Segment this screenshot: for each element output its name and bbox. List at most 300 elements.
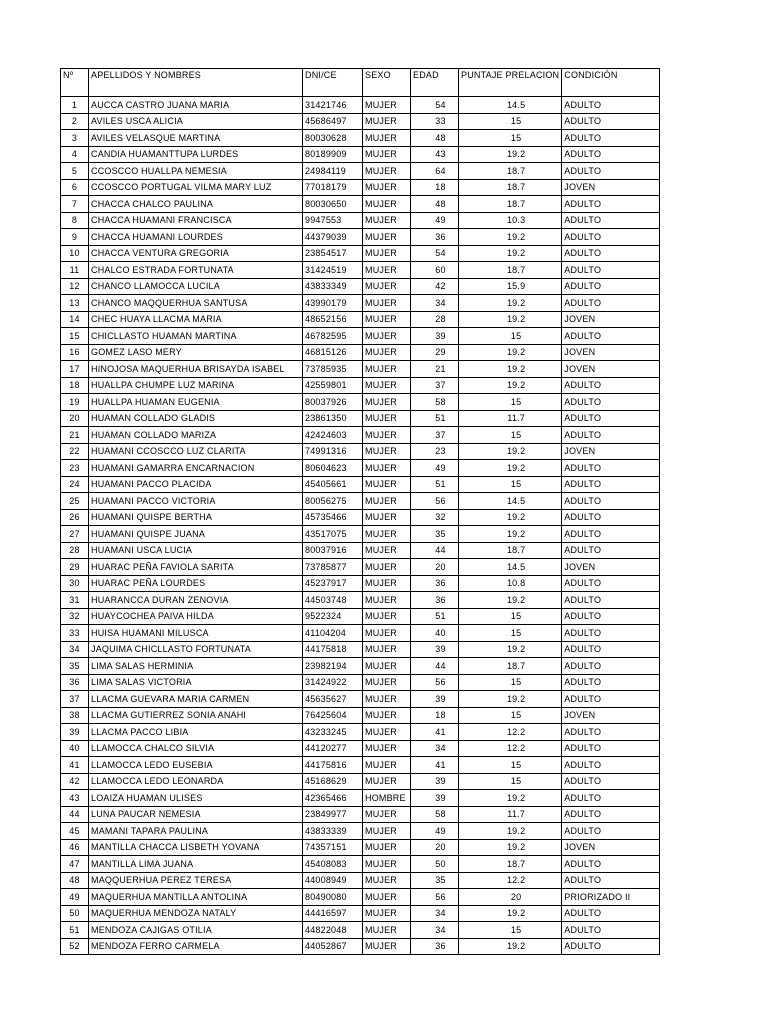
cell-full-name: HUAMANI GAMARRA ENCARNACION [89, 460, 303, 477]
table-row [61, 806, 660, 823]
cell-number: 14 [61, 311, 89, 328]
cell-full-name: CHACCA CHALCO PAULINA [89, 196, 303, 213]
cell-score: 19.2 [459, 938, 562, 955]
cell-full-name: LUNA PAUCAR NEMESIA [89, 806, 303, 823]
table-row [61, 212, 660, 229]
table-row [61, 938, 660, 955]
table-row [61, 427, 660, 444]
cell-full-name: CHANCO MAQQUERHUA SANTUSA [89, 295, 303, 312]
cell-condition: PRIORIZADO II [562, 889, 660, 906]
cell-sex: MUJER [363, 361, 411, 378]
cell-score: 18.7 [459, 856, 562, 873]
cell-sex: MUJER [363, 625, 411, 642]
cell-dni: 46782595 [303, 328, 363, 345]
cell-number: 12 [61, 278, 89, 295]
cell-sex: MUJER [363, 658, 411, 675]
cell-condition: ADULTO [562, 130, 660, 147]
table-row [61, 740, 660, 757]
cell-dni: 9522324 [303, 608, 363, 625]
cell-age: 60 [411, 262, 459, 279]
cell-full-name: HUAMAN COLLADO GLADIS [89, 410, 303, 427]
cell-sex: MUJER [363, 146, 411, 163]
header-condition: CONDICIÓN [562, 69, 660, 97]
cell-condition: ADULTO [562, 658, 660, 675]
cell-sex: MUJER [363, 674, 411, 691]
cell-number: 41 [61, 757, 89, 774]
cell-full-name: HUAMAN COLLADO MARIZA [89, 427, 303, 444]
beneficiaries-table [60, 68, 660, 955]
cell-score: 14.5 [459, 97, 562, 114]
table-row [61, 856, 660, 873]
cell-full-name: HUAMANI QUISPE JUANA [89, 526, 303, 543]
table-row [61, 823, 660, 840]
cell-sex: MUJER [363, 773, 411, 790]
table-row [61, 262, 660, 279]
cell-score: 15 [459, 130, 562, 147]
cell-age: 48 [411, 196, 459, 213]
cell-score: 15 [459, 674, 562, 691]
cell-number: 9 [61, 229, 89, 246]
cell-number: 22 [61, 443, 89, 460]
cell-full-name: CHALCO ESTRADA FORTUNATA [89, 262, 303, 279]
cell-full-name: LOAIZA HUAMAN ULISES [89, 790, 303, 807]
cell-full-name: HUARANCCA DURAN ZENOVIA [89, 592, 303, 609]
cell-sex: MUJER [363, 476, 411, 493]
cell-number: 10 [61, 245, 89, 262]
cell-dni: 44503748 [303, 592, 363, 609]
cell-score: 19.2 [459, 905, 562, 922]
cell-age: 41 [411, 757, 459, 774]
cell-age: 39 [411, 328, 459, 345]
cell-full-name: HUALLPA CHUMPE LUZ MARINA [89, 377, 303, 394]
cell-dni: 43990179 [303, 295, 363, 312]
cell-sex: MUJER [363, 757, 411, 774]
cell-age: 20 [411, 839, 459, 856]
cell-age: 54 [411, 245, 459, 262]
table-row [61, 575, 660, 592]
cell-condition: ADULTO [562, 856, 660, 873]
cell-age: 56 [411, 493, 459, 510]
cell-full-name: CHANCO LLAMOCCA LUCILA [89, 278, 303, 295]
cell-sex: MUJER [363, 641, 411, 658]
cell-score: 19.2 [459, 443, 562, 460]
cell-sex: MUJER [363, 97, 411, 114]
cell-sex: MUJER [363, 295, 411, 312]
cell-full-name: LIMA SALAS VICTORIA [89, 674, 303, 691]
cell-number: 35 [61, 658, 89, 675]
table-row [61, 691, 660, 708]
cell-age: 42 [411, 278, 459, 295]
cell-condition: ADULTO [562, 724, 660, 741]
cell-full-name: AVILES VELASQUE MARTINA [89, 130, 303, 147]
cell-condition: ADULTO [562, 823, 660, 840]
cell-sex: MUJER [363, 608, 411, 625]
cell-score: 10.3 [459, 212, 562, 229]
cell-full-name: LIMA SALAS HERMINIA [89, 658, 303, 675]
cell-score: 18.7 [459, 163, 562, 180]
cell-score: 19.2 [459, 311, 562, 328]
cell-number: 3 [61, 130, 89, 147]
cell-age: 58 [411, 806, 459, 823]
cell-sex: MUJER [363, 592, 411, 609]
cell-dni: 74357151 [303, 839, 363, 856]
cell-dni: 45686497 [303, 113, 363, 130]
table-row [61, 130, 660, 147]
cell-dni: 44120277 [303, 740, 363, 757]
cell-number: 26 [61, 509, 89, 526]
cell-dni: 43233245 [303, 724, 363, 741]
cell-number: 17 [61, 361, 89, 378]
cell-full-name: MANTILLA LIMA JUANA [89, 856, 303, 873]
table-row [61, 113, 660, 130]
cell-age: 44 [411, 542, 459, 559]
cell-age: 18 [411, 707, 459, 724]
table-row [61, 608, 660, 625]
cell-condition: ADULTO [562, 427, 660, 444]
cell-dni: 80189909 [303, 146, 363, 163]
cell-number: 38 [61, 707, 89, 724]
table-row [61, 872, 660, 889]
header-number: Nº [61, 69, 89, 97]
cell-sex: MUJER [363, 509, 411, 526]
cell-number: 49 [61, 889, 89, 906]
cell-score: 18.7 [459, 179, 562, 196]
cell-full-name: MAQQUERHUA PEREZ TERESA [89, 872, 303, 889]
table-body [61, 97, 660, 955]
cell-condition: ADULTO [562, 691, 660, 708]
cell-dni: 45237917 [303, 575, 363, 592]
cell-dni: 73785877 [303, 559, 363, 576]
cell-age: 32 [411, 509, 459, 526]
cell-condition: JOVEN [562, 344, 660, 361]
cell-full-name: HUAMANI USCA LUCIA [89, 542, 303, 559]
cell-number: 6 [61, 179, 89, 196]
table-row [61, 526, 660, 543]
cell-sex: MUJER [363, 872, 411, 889]
cell-dni: 43517075 [303, 526, 363, 543]
cell-number: 45 [61, 823, 89, 840]
cell-age: 64 [411, 163, 459, 180]
cell-condition: ADULTO [562, 905, 660, 922]
table-row [61, 344, 660, 361]
cell-dni: 80030628 [303, 130, 363, 147]
cell-dni: 42424603 [303, 427, 363, 444]
cell-number: 29 [61, 559, 89, 576]
cell-full-name: CCOSCCO PORTUGAL VILMA MARY LUZ [89, 179, 303, 196]
cell-condition: ADULTO [562, 476, 660, 493]
cell-score: 15 [459, 608, 562, 625]
cell-sex: MUJER [363, 311, 411, 328]
table-header [61, 69, 660, 97]
cell-full-name: CANDIA HUAMANTTUPA LURDES [89, 146, 303, 163]
cell-full-name: HUAMANI QUISPE BERTHA [89, 509, 303, 526]
cell-sex: MUJER [363, 427, 411, 444]
cell-sex: MUJER [363, 691, 411, 708]
cell-condition: ADULTO [562, 146, 660, 163]
cell-age: 34 [411, 295, 459, 312]
cell-dni: 73785935 [303, 361, 363, 378]
table-row [61, 146, 660, 163]
cell-condition: ADULTO [562, 410, 660, 427]
cell-dni: 80604623 [303, 460, 363, 477]
cell-dni: 9947553 [303, 212, 363, 229]
cell-age: 34 [411, 922, 459, 939]
table-row [61, 410, 660, 427]
table-row [61, 163, 660, 180]
table-row [61, 361, 660, 378]
cell-full-name: AVILES USCA ALICIA [89, 113, 303, 130]
cell-dni: 45735466 [303, 509, 363, 526]
cell-dni: 80030650 [303, 196, 363, 213]
cell-full-name: MAQUERHUA MENDOZA NATALY [89, 905, 303, 922]
cell-age: 29 [411, 344, 459, 361]
cell-age: 37 [411, 377, 459, 394]
cell-full-name: HUARAC PEÑA FAVIOLA SARITA [89, 559, 303, 576]
cell-age: 44 [411, 658, 459, 675]
cell-age: 18 [411, 179, 459, 196]
cell-age: 51 [411, 410, 459, 427]
table-row [61, 394, 660, 411]
cell-full-name: MENDOZA CAJIGAS OTILIA [89, 922, 303, 939]
cell-dni: 31421746 [303, 97, 363, 114]
cell-condition: JOVEN [562, 559, 660, 576]
cell-number: 46 [61, 839, 89, 856]
cell-score: 15 [459, 427, 562, 444]
cell-sex: MUJER [363, 938, 411, 955]
cell-dni: 43833339 [303, 823, 363, 840]
header-age: EDAD [411, 69, 459, 97]
cell-condition: JOVEN [562, 311, 660, 328]
cell-full-name: LLACMA GUTIERREZ SONIA ANAHI [89, 707, 303, 724]
cell-age: 49 [411, 460, 459, 477]
table-row [61, 905, 660, 922]
cell-age: 54 [411, 97, 459, 114]
cell-dni: 41104204 [303, 625, 363, 642]
header-row [61, 69, 660, 97]
cell-full-name: MANTILLA CHACCA LISBETH YOVANA [89, 839, 303, 856]
cell-sex: MUJER [363, 163, 411, 180]
cell-number: 50 [61, 905, 89, 922]
cell-age: 43 [411, 146, 459, 163]
cell-dni: 23849977 [303, 806, 363, 823]
cell-score: 19.2 [459, 823, 562, 840]
cell-dni: 74991316 [303, 443, 363, 460]
cell-age: 48 [411, 130, 459, 147]
cell-score: 15 [459, 757, 562, 774]
cell-dni: 80037916 [303, 542, 363, 559]
table-row [61, 443, 660, 460]
cell-score: 19.2 [459, 641, 562, 658]
cell-sex: MUJER [363, 245, 411, 262]
table-row [61, 196, 660, 213]
cell-number: 47 [61, 856, 89, 873]
cell-sex: MUJER [363, 394, 411, 411]
cell-condition: ADULTO [562, 575, 660, 592]
cell-score: 19.2 [459, 839, 562, 856]
cell-dni: 44379039 [303, 229, 363, 246]
table-row [61, 658, 660, 675]
cell-full-name: CHICLLASTO HUAMAN MARTINA [89, 328, 303, 345]
cell-number: 7 [61, 196, 89, 213]
cell-age: 56 [411, 674, 459, 691]
table-row [61, 790, 660, 807]
cell-dni: 42365466 [303, 790, 363, 807]
cell-full-name: HUISA HUAMANI MILUSCA [89, 625, 303, 642]
cell-score: 19.2 [459, 592, 562, 609]
cell-number: 18 [61, 377, 89, 394]
cell-score: 18.7 [459, 262, 562, 279]
cell-number: 13 [61, 295, 89, 312]
cell-age: 39 [411, 790, 459, 807]
cell-score: 19.2 [459, 229, 562, 246]
cell-dni: 45168629 [303, 773, 363, 790]
cell-age: 28 [411, 311, 459, 328]
cell-age: 34 [411, 740, 459, 757]
header-dni: DNI/CE [303, 69, 363, 97]
cell-dni: 45408083 [303, 856, 363, 873]
cell-number: 16 [61, 344, 89, 361]
table-row [61, 922, 660, 939]
cell-full-name: MENDOZA FERRO CARMELA [89, 938, 303, 955]
cell-number: 28 [61, 542, 89, 559]
cell-number: 4 [61, 146, 89, 163]
table-row [61, 625, 660, 642]
cell-full-name: CHEC HUAYA LLACMA MARIA [89, 311, 303, 328]
cell-age: 51 [411, 476, 459, 493]
cell-number: 31 [61, 592, 89, 609]
cell-dni: 46815126 [303, 344, 363, 361]
cell-score: 15 [459, 707, 562, 724]
cell-condition: ADULTO [562, 773, 660, 790]
cell-number: 51 [61, 922, 89, 939]
cell-sex: MUJER [363, 740, 411, 757]
cell-score: 19.2 [459, 526, 562, 543]
cell-score: 19.2 [459, 377, 562, 394]
cell-score: 15 [459, 773, 562, 790]
cell-full-name: CCOSCCO HUALLPA NEMESIA [89, 163, 303, 180]
cell-score: 20 [459, 889, 562, 906]
cell-score: 15 [459, 625, 562, 642]
cell-condition: JOVEN [562, 707, 660, 724]
cell-condition: ADULTO [562, 295, 660, 312]
cell-number: 2 [61, 113, 89, 130]
cell-dni: 44416597 [303, 905, 363, 922]
cell-age: 50 [411, 856, 459, 873]
cell-age: 36 [411, 229, 459, 246]
cell-sex: MUJER [363, 707, 411, 724]
cell-score: 12.2 [459, 872, 562, 889]
table-row [61, 641, 660, 658]
cell-age: 21 [411, 361, 459, 378]
cell-sex: MUJER [363, 278, 411, 295]
table-row [61, 559, 660, 576]
cell-full-name: HUAMANI CCOSCCO LUZ CLARITA [89, 443, 303, 460]
cell-condition: ADULTO [562, 262, 660, 279]
cell-number: 30 [61, 575, 89, 592]
cell-score: 18.7 [459, 542, 562, 559]
cell-condition: JOVEN [562, 443, 660, 460]
cell-sex: MUJER [363, 113, 411, 130]
cell-full-name: HUAYCOCHEA PAIVA HILDA [89, 608, 303, 625]
cell-score: 14.5 [459, 559, 562, 576]
table-row [61, 179, 660, 196]
cell-full-name: GOMEZ LASO MERY [89, 344, 303, 361]
cell-condition: ADULTO [562, 394, 660, 411]
table-row [61, 724, 660, 741]
cell-condition: ADULTO [562, 212, 660, 229]
cell-condition: ADULTO [562, 757, 660, 774]
cell-condition: ADULTO [562, 229, 660, 246]
table-row [61, 295, 660, 312]
cell-condition: ADULTO [562, 460, 660, 477]
cell-age: 36 [411, 575, 459, 592]
cell-number: 44 [61, 806, 89, 823]
cell-sex: MUJER [363, 328, 411, 345]
cell-age: 37 [411, 427, 459, 444]
cell-sex: MUJER [363, 229, 411, 246]
cell-number: 33 [61, 625, 89, 642]
cell-sex: MUJER [363, 559, 411, 576]
cell-sex: MUJER [363, 542, 411, 559]
cell-age: 33 [411, 113, 459, 130]
cell-number: 5 [61, 163, 89, 180]
cell-dni: 23861350 [303, 410, 363, 427]
cell-condition: ADULTO [562, 608, 660, 625]
cell-dni: 23854517 [303, 245, 363, 262]
cell-number: 36 [61, 674, 89, 691]
cell-full-name: HUAMANI PACCO PLACIDA [89, 476, 303, 493]
cell-score: 15 [459, 113, 562, 130]
cell-age: 58 [411, 394, 459, 411]
cell-dni: 24984119 [303, 163, 363, 180]
cell-score: 15.9 [459, 278, 562, 295]
cell-sex: MUJER [363, 460, 411, 477]
cell-condition: ADULTO [562, 493, 660, 510]
cell-sex: MUJER [363, 212, 411, 229]
cell-sex: MUJER [363, 806, 411, 823]
cell-sex: MUJER [363, 905, 411, 922]
cell-score: 15 [459, 922, 562, 939]
cell-dni: 31424519 [303, 262, 363, 279]
cell-number: 52 [61, 938, 89, 955]
table-row [61, 839, 660, 856]
cell-number: 25 [61, 493, 89, 510]
cell-number: 27 [61, 526, 89, 543]
cell-score: 10.8 [459, 575, 562, 592]
header-score: PUNTAJE PRELACION [459, 69, 562, 97]
cell-dni: 48652156 [303, 311, 363, 328]
cell-number: 21 [61, 427, 89, 444]
cell-condition: ADULTO [562, 806, 660, 823]
cell-number: 40 [61, 740, 89, 757]
cell-dni: 80490080 [303, 889, 363, 906]
table-row [61, 460, 660, 477]
cell-full-name: AUCCA CASTRO JUANA MARIA [89, 97, 303, 114]
cell-age: 39 [411, 641, 459, 658]
cell-score: 12.2 [459, 724, 562, 741]
cell-full-name: MAQUERHUA MANTILLA ANTOLINA [89, 889, 303, 906]
table-row [61, 542, 660, 559]
cell-number: 20 [61, 410, 89, 427]
cell-score: 11.7 [459, 410, 562, 427]
header-sex: SEXO [363, 69, 411, 97]
cell-full-name: CHACCA VENTURA GREGORIA [89, 245, 303, 262]
cell-age: 36 [411, 938, 459, 955]
cell-condition: ADULTO [562, 526, 660, 543]
cell-condition: ADULTO [562, 245, 660, 262]
cell-condition: ADULTO [562, 377, 660, 394]
cell-score: 14.5 [459, 493, 562, 510]
